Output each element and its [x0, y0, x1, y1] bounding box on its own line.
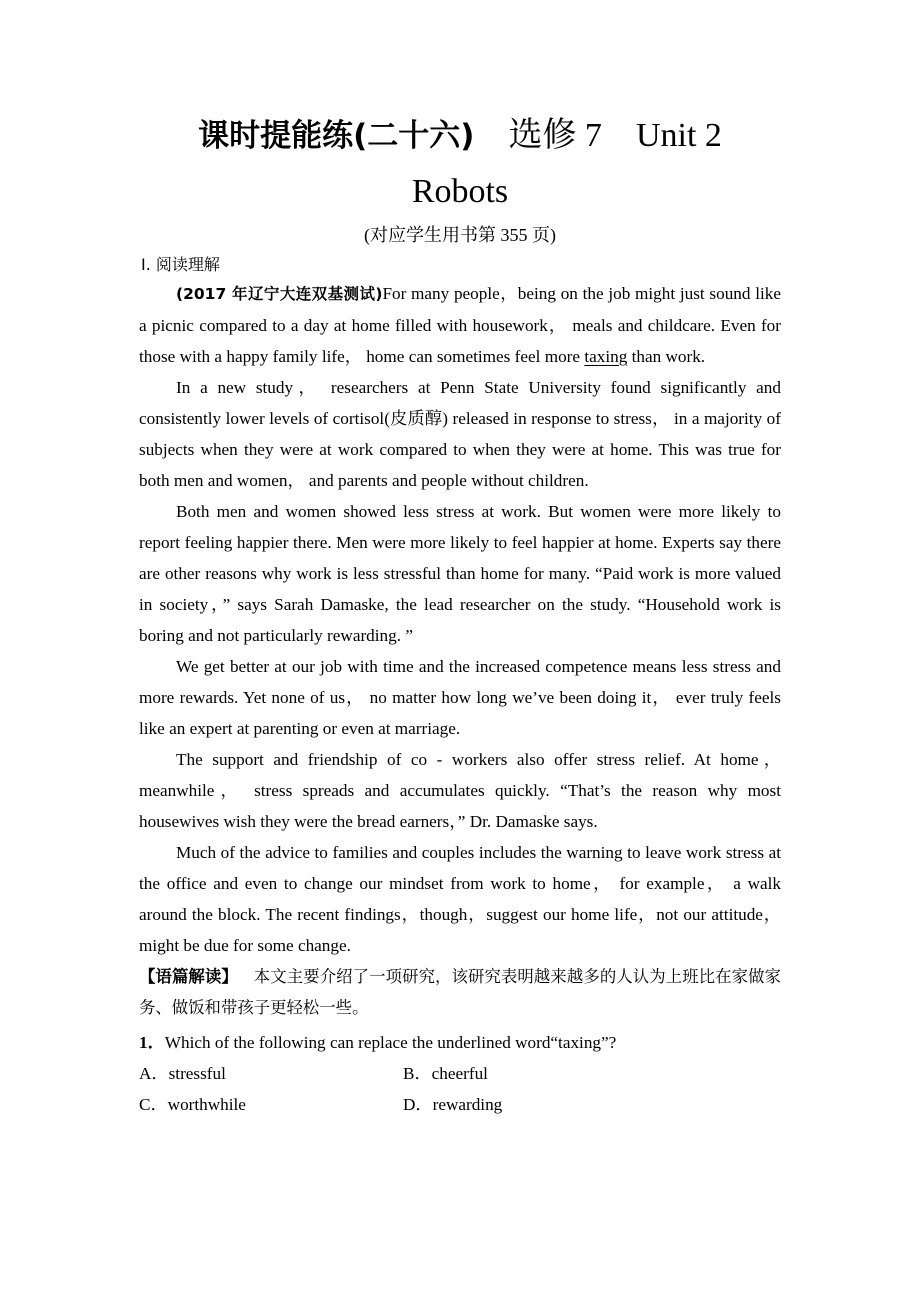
analysis-text: 本文主要介绍了一项研究，该研究表明越来越多的人认为上班比在家做家务、做饭和带孩子更轻松一些。	[139, 967, 782, 1017]
title-lesson: 课时提能练(二十六)	[198, 118, 475, 154]
passage-paragraph-3: Both men and women showed less stress at work. But women were more likely to report feeling happier there. Men were more likely to feel happier at home. Experts say there are other reasons why work is less stressful than home for many. “Paid work is more valued in society，” says Sarah Damaske, the lead researcher on the study. “Household work is boring and not particularly rewarding. ”	[139, 502, 781, 645]
question-1	[139, 1027, 781, 1058]
option-a[interactable]: A．stressful	[139, 1064, 226, 1083]
passage-paragraph-1	[139, 278, 781, 372]
passage-paragraph-2: In a new study， researchers at Penn State University found significantly and consistently lower levels of cortisol(皮质醇) released in response to stress， in a majority of subjects when they were at work compared to when they were at home. This was true for both men and women， and parents and people without children.	[139, 378, 781, 490]
underlined-word: taxing	[584, 347, 628, 366]
source-note: (对应学生用书第 355 页)	[364, 225, 556, 245]
paragraph-1-tail: than work.	[627, 347, 706, 366]
passage-paragraph-4: We get better at our job with time and the increased competence means less stress and more rewards. Yet none of us， no matter how long we’ve been doing it， ever truly feels like an expert at parenting or even at marriage.	[139, 657, 781, 738]
paragraph-1-text: For many people，being on the job might just sound like a picnic compared to a day at home filled with housework， meals and childcare. Even for those with a happy family life， home can sometimes feel more	[139, 284, 781, 366]
title-module: 选修 7	[508, 117, 602, 154]
passage-analysis	[139, 961, 781, 1023]
worksheet-page	[139, 108, 781, 1120]
page-subtitle: Robots	[411, 173, 509, 210]
title-unit: Unit 2	[635, 117, 722, 154]
option-b[interactable]: B．cheerful	[403, 1064, 488, 1083]
section-heading: Ⅰ. 阅读理解	[141, 255, 220, 274]
analysis-label: 【语篇解读】	[139, 967, 238, 986]
question-text: Which of the following can replace the underlined word“taxing”?	[164, 1033, 617, 1052]
question-number: 1．	[139, 1033, 165, 1052]
passage-paragraph-6: Much of the advice to families and couples includes the warning to leave work stress at the office and even to change our mindset from work to home， for example， a walk around the block. The recent findings，though，suggest our home life，not our attitude， might be due for some change.	[139, 843, 781, 955]
passage-source-tag: (2017 年辽宁大连双基测试)	[176, 285, 383, 303]
option-c[interactable]: C．worthwhile	[139, 1095, 246, 1114]
passage-paragraph-5: The support and friendship of co - workers also offer stress relief. At home， meanwhile， stress spreads and accumulates quickly. “That’s the reason why most housewives wish they were the bread earners，” Dr. Damaske says.	[139, 750, 781, 831]
page-title	[139, 108, 781, 164]
option-d[interactable]: D．rewarding	[403, 1095, 503, 1114]
answer-options	[139, 1058, 781, 1120]
